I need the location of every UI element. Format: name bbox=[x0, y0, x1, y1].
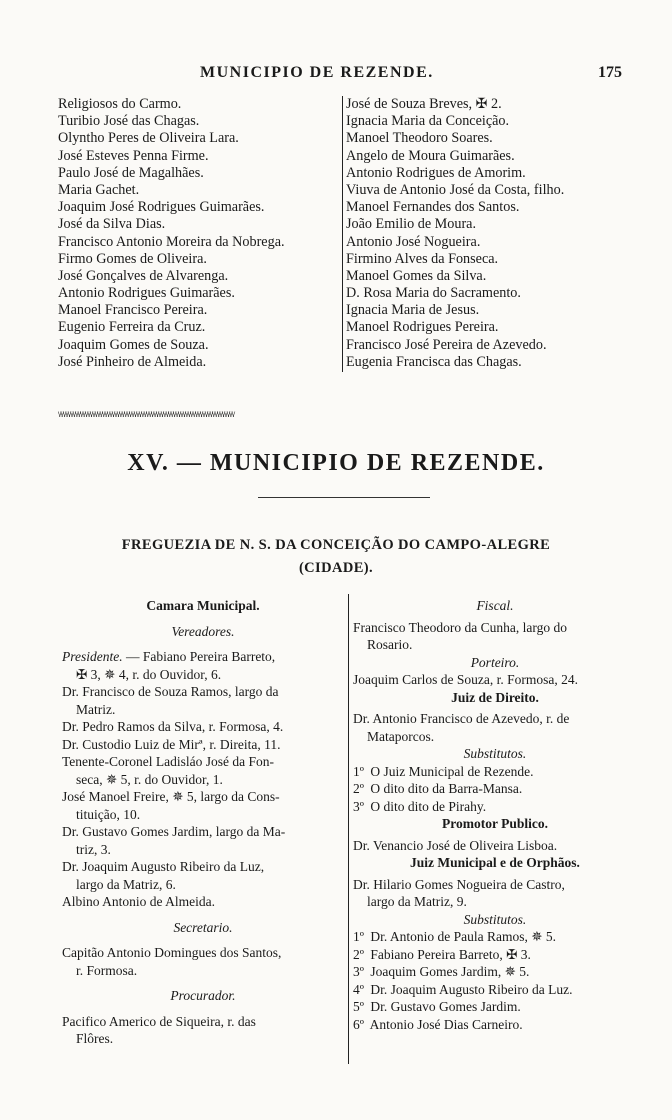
list-item: Viuva de Antonio José da Costa, filho. bbox=[346, 181, 565, 198]
list-item: José Gonçalves de Alvarenga. bbox=[58, 267, 229, 284]
substituto-number: 3º bbox=[353, 964, 364, 979]
substituto-number: 5º bbox=[353, 999, 364, 1014]
substituto-text: Fabiano Pereira Barreto, ✠ 3. bbox=[370, 946, 531, 962]
column-divider-top bbox=[342, 96, 343, 372]
substituto-text: Dr. Joaquim Augusto Ribeiro da Luz. bbox=[370, 981, 573, 997]
vereadores-title: Vereadores. bbox=[171, 623, 235, 639]
freguezia-subtitle: (CIDADE). bbox=[298, 560, 374, 576]
substituto-number: 2º bbox=[353, 781, 364, 796]
member-line: Albino Antonio de Almeida. bbox=[62, 894, 215, 909]
substituto-number: 1º bbox=[353, 763, 364, 779]
promotor-line1: Dr. Venancio José de Oliveira Lisboa. bbox=[353, 837, 558, 853]
substituto-item bbox=[353, 981, 637, 999]
porteiro-title: Porteiro. bbox=[470, 654, 520, 670]
substituto-text: O dito dito da Barra-Mansa. bbox=[370, 781, 523, 796]
presidente-label: Presidente. bbox=[62, 649, 123, 664]
porteiro-line1: Joaquim Carlos de Souza, r. Formosa, 24. bbox=[353, 672, 578, 687]
substituto-item bbox=[353, 963, 637, 981]
substituto-number: 6º bbox=[353, 1016, 364, 1032]
substituto-item bbox=[353, 763, 637, 781]
right-column bbox=[353, 597, 637, 1033]
member-line: Tenente-Coronel Ladisláo José da Fon- bbox=[62, 754, 274, 769]
presidente-line2: ✠ 3, ✵ 4, r. do Ouvidor, 6. bbox=[76, 666, 222, 682]
substituto-text: O Juiz Municipal de Rezende. bbox=[370, 763, 534, 779]
substituto-item bbox=[353, 1016, 637, 1034]
presidente-entry bbox=[62, 648, 344, 666]
substituto-item bbox=[353, 780, 637, 798]
substituto-text: Joaquim Gomes Jardim, ✵ 5. bbox=[370, 964, 530, 979]
procurador-line2: Flôres. bbox=[76, 1031, 114, 1046]
member-line: Dr. Pedro Ramos da Silva, r. Formosa, 4. bbox=[62, 719, 284, 734]
member-line: Dr. Francisco de Souza Ramos, largo da bbox=[62, 684, 279, 699]
member-line: triz, 3. bbox=[76, 841, 111, 857]
list-item: Francisco Antonio Moreira da Nobrega. bbox=[58, 233, 285, 250]
substituto-number: 4º bbox=[353, 981, 364, 997]
substituto-number: 3º bbox=[353, 798, 364, 814]
substituto-item bbox=[353, 946, 637, 964]
juiz-municipal-title: Juiz Municipal e de Orphãos. bbox=[410, 855, 580, 870]
left-column bbox=[62, 597, 344, 1048]
list-item: Firmo Gomes de Oliveira. bbox=[58, 250, 207, 267]
page-number: 175 bbox=[598, 64, 622, 81]
procurador-line1: Pacifico Americo de Siqueira, r. das bbox=[62, 1013, 256, 1029]
fiscal-title: Fiscal. bbox=[476, 598, 514, 613]
list-item: Olyntho Peres de Oliveira Lara. bbox=[58, 130, 239, 147]
list-item: Firmino Alves da Fonseca. bbox=[346, 250, 499, 267]
juiz-direito-line1: Dr. Antonio Francisco de Azevedo, r. de bbox=[353, 711, 570, 726]
list-item: Religiosos do Carmo. bbox=[58, 96, 182, 112]
substituto-text: Dr. Antonio de Paula Ramos, ✵ 5. bbox=[370, 929, 557, 944]
secretario-line1: Capitão Antonio Domingues dos Santos, bbox=[62, 945, 282, 960]
list-item: Antonio Rodrigues de Amorim. bbox=[346, 164, 526, 181]
member-line: tituição, 10. bbox=[76, 806, 141, 822]
list-item: José Pinheiro de Almeida. bbox=[58, 353, 207, 370]
substituto-text: Antonio José Dias Carneiro. bbox=[369, 1016, 523, 1032]
list-item: Joaquim José Rodrigues Guimarães. bbox=[58, 199, 265, 216]
substituto-number: 1º bbox=[353, 929, 364, 944]
member-line: Dr. Joaquim Augusto Ribeiro da Luz, bbox=[62, 859, 265, 874]
member-line: José Manoel Freire, ✵ 5, largo da Cons- bbox=[62, 789, 280, 804]
list-item: Maria Gachet. bbox=[58, 181, 140, 198]
member-line: Dr. Custodio Luiz de Mirª, r. Direita, 11. bbox=[62, 736, 281, 752]
juiz-direito-line2: Mataporcos. bbox=[367, 728, 435, 744]
juiz-municipal-line1: Dr. Hilario Gomes Nogueira de Castro, bbox=[353, 876, 565, 892]
list-item: José Esteves Penna Firme. bbox=[58, 147, 209, 164]
list-item: Manoel Theodoro Soares. bbox=[346, 130, 493, 147]
top-list-right bbox=[346, 96, 564, 371]
list-item: João Emilio de Moura. bbox=[346, 216, 477, 233]
list-item: Ignacia Maria da Conceição. bbox=[346, 113, 510, 130]
substituto-text: O dito dito de Pirahy. bbox=[370, 798, 487, 814]
list-item: Antonio José Nogueira. bbox=[346, 233, 481, 250]
fiscal-line2: Rosario. bbox=[367, 637, 413, 652]
section-heading: XV. — MUNICIPIO DE REZENDE. bbox=[127, 450, 545, 476]
fiscal-line1: Francisco Theodoro da Cunha, largo do bbox=[353, 619, 567, 635]
list-item: Manoel Fernandes dos Santos. bbox=[346, 199, 520, 216]
list-item: Manoel Gomes da Silva. bbox=[346, 267, 487, 284]
member-line: Dr. Gustavo Gomes Jardim, largo da Ma- bbox=[62, 824, 286, 839]
substituto-item bbox=[353, 928, 637, 946]
juiz-municipal-line2: largo da Matriz, 9. bbox=[367, 894, 467, 909]
substituto-item bbox=[353, 998, 637, 1016]
list-item: D. Rosa Maria do Sacramento. bbox=[346, 285, 521, 302]
procurador-title: Procurador. bbox=[170, 988, 236, 1003]
list-item: Ignacia Maria de Jesus. bbox=[346, 302, 480, 319]
list-item: Paulo José de Magalhães. bbox=[58, 164, 204, 181]
top-list-left bbox=[58, 96, 285, 371]
secretario-title: Secretario. bbox=[173, 919, 233, 935]
substituto-item bbox=[353, 798, 637, 816]
running-title: MUNICIPIO DE REZENDE. bbox=[200, 64, 434, 81]
camara-title: Camara Municipal. bbox=[146, 598, 260, 613]
list-item: Angelo de Moura Guimarães. bbox=[346, 147, 515, 164]
substitutos2-title: Substitutos. bbox=[463, 911, 527, 927]
list-item: Manoel Francisco Pereira. bbox=[58, 302, 208, 319]
wavy-separator bbox=[58, 404, 632, 419]
member-line: seca, ✵ 5, r. do Ouvidor, 1. bbox=[76, 771, 223, 787]
running-head bbox=[0, 64, 672, 88]
list-item: Eugenio Ferreira da Cruz. bbox=[58, 319, 206, 336]
promotor-title: Promotor Publico. bbox=[442, 816, 548, 831]
member-line: largo da Matriz, 6. bbox=[76, 876, 176, 892]
list-item: Eugenia Francisca das Chagas. bbox=[346, 353, 522, 370]
column-divider-bottom bbox=[348, 594, 349, 1064]
heading-rule bbox=[258, 497, 430, 498]
member-line: Matriz. bbox=[76, 701, 116, 717]
list-item: José da Silva Dias. bbox=[58, 216, 166, 233]
list-item: Antonio Rodrigues Guimarães. bbox=[58, 285, 235, 302]
presidente-line1: — Fabiano Pereira Barreto, bbox=[122, 649, 276, 664]
list-item: Francisco José Pereira de Azevedo. bbox=[346, 336, 547, 353]
secretario-line2: r. Formosa. bbox=[76, 962, 138, 978]
juiz-direito-title: Juiz de Direito. bbox=[451, 689, 539, 705]
list-item: José de Souza Breves, ✠ 2. bbox=[346, 96, 502, 112]
substituto-number: 2º bbox=[353, 946, 364, 962]
substitutos-title: Substitutos. bbox=[463, 746, 527, 761]
substituto-text: Dr. Gustavo Gomes Jardim. bbox=[370, 999, 521, 1014]
freguezia-title: FREGUEZIA DE N. S. DA CONCEIÇÃO DO CAMPO-ALEGRE bbox=[121, 537, 551, 553]
list-item: Turibio José das Chagas. bbox=[58, 113, 200, 130]
list-item: Manoel Rodrigues Pereira. bbox=[346, 319, 499, 336]
wavy-separator-text: \/\/\/\/\/\/\/\/\/\/\/\/\/\/\/\/\/\/\/\/\/\/\/\/\/\/\/\/\/\/\/\/\/\/\/\/\/\/\/\/\/\/\/\/\/\/\/\/\/\/\/\/\/\/\/\/\/\/\/\/\/\/\/\/\/\/\/\/\/\/\/\/ bbox=[58, 410, 235, 419]
list-item: Joaquim Gomes de Souza. bbox=[58, 336, 209, 353]
